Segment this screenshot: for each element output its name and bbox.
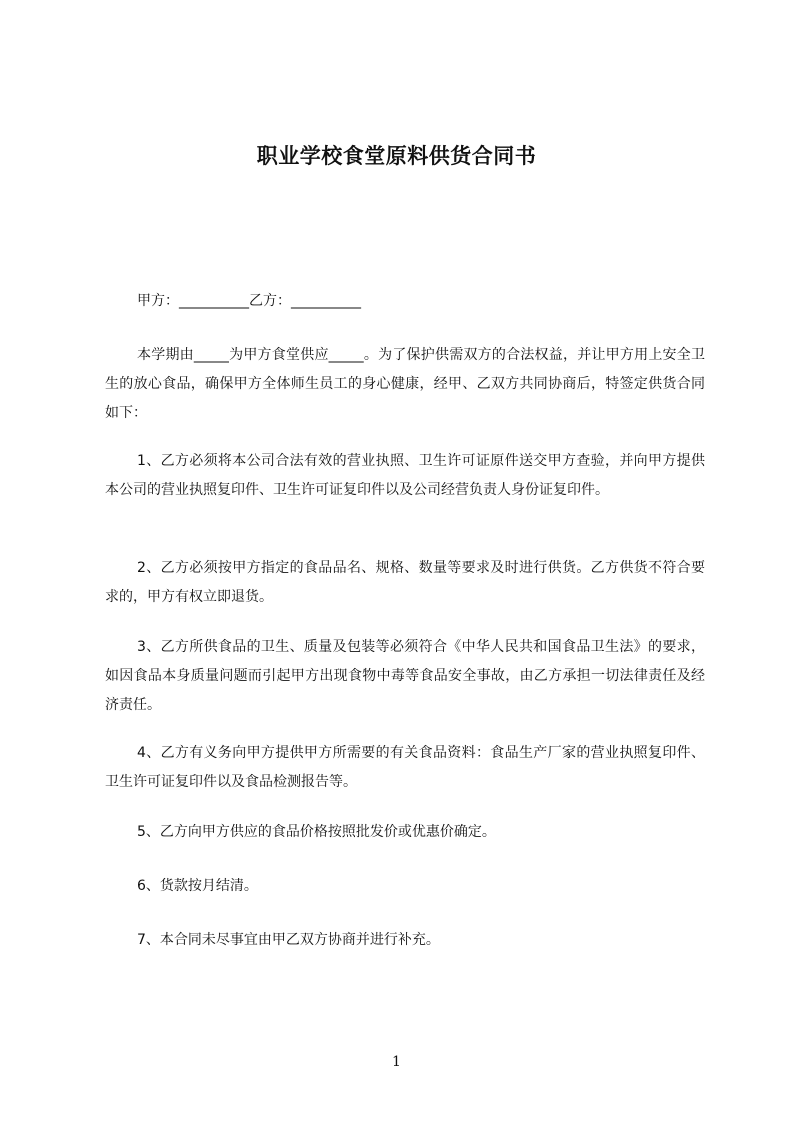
clause-5: 5、乙方向甲方供应的食品价格按照批发价或优惠价确定。: [137, 824, 496, 840]
clause-3: 3、乙方所供食品的卫生、质量及包装等必须符合《中华人民共和国食品卫生法》的要求，如因食品本身质量问题而引起甲方出现食物中毒等食品安全事故，由乙方承担一切法律责任及经济责任。: [105, 639, 705, 713]
parties-line: 甲方：__________乙方：__________: [137, 293, 361, 309]
document-title: 职业学校食堂原料供货合同书: [256, 144, 537, 168]
clause-7: 7、本合同未尽事宜由甲乙双方协商并进行补充。: [137, 932, 440, 948]
intro-paragraph: 本学期由_____为甲方食堂供应_____。为了保护供需双方的合法权益，并让甲方用上安全卫生的放心食品，确保甲方全体师生员工的身心健康，经甲、乙双方共同协商后，特签定供货合同如下：: [105, 347, 705, 421]
clause-1: 1、乙方必须将本公司合法有效的营业执照、卫生许可证原件送交甲方查验，并向甲方提供本公司的营业执照复印件、卫生许可证复印件以及公司经营负责人身份证复印件。: [105, 453, 705, 498]
clause-4: 4、乙方有义务向甲方提供甲方所需要的有关食品资料：食品生产厂家的营业执照复印件、卫生许可证复印件以及食品检测报告等。: [105, 745, 705, 790]
clause-6: 6、货款按月结清。: [137, 878, 258, 894]
page-number: 1: [392, 1054, 401, 1070]
clause-2: 2、乙方必须按甲方指定的食品品名、规格、数量等要求及时进行供货。乙方供货不符合要求的，甲方有权立即退货。: [105, 560, 705, 605]
